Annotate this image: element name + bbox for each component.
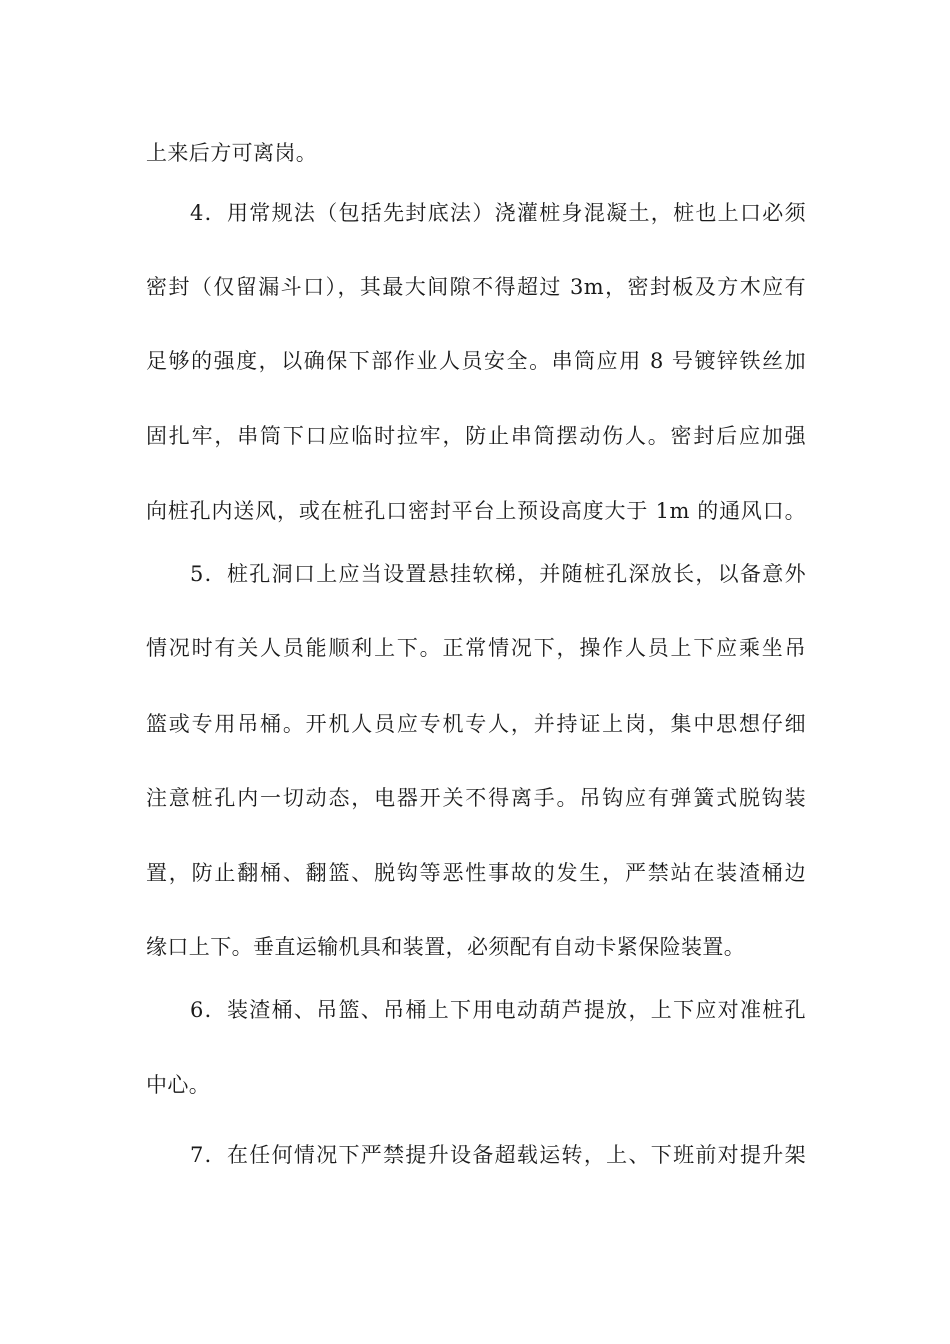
text-line-7: 5．桩孔洞口上应当设置悬挂软梯，并随桩孔深放长，以备意外 — [190, 562, 806, 586]
text-line-3: 密封（仅留漏斗口），其最大间隙不得超过 3m，密封板及方木应有 — [146, 275, 806, 299]
text-line-14: 中心。 — [146, 1073, 211, 1097]
text-line-13: 6．装渣桶、吊篮、吊桶上下用电动葫芦提放，上下应对准桩孔 — [190, 998, 806, 1022]
text-line-6: 向桩孔内送风，或在桩孔口密封平台上预设高度大于 1m 的通风口。 — [146, 499, 806, 523]
text-line-2: 4．用常规法（包括先封底法）浇灌桩身混凝土，桩也上口必须 — [190, 201, 806, 225]
text-line-8: 情况时有关人员能顺利上下。正常情况下，操作人员上下应乘坐吊 — [146, 636, 806, 660]
text-line-10: 注意桩孔内一切动态，电器开关不得离手。吊钩应有弹簧式脱钩装 — [146, 786, 806, 810]
text-line-12: 缘口上下。垂直运输机具和装置，必须配有自动卡紧保险装置。 — [146, 935, 746, 959]
text-line-9: 篮或专用吊桶。开机人员应专机专人，并持证上岗，集中思想仔细 — [146, 712, 806, 736]
text-line-5: 固扎牢，串筒下口应临时拉牢，防止串筒摆动伤人。密封后应加强 — [146, 424, 806, 448]
text-line-11: 置，防止翻桶、翻篮、脱钩等恶性事故的发生，严禁站在装渣桶边 — [146, 861, 806, 885]
text-line-1: 上来后方可离岗。 — [146, 141, 318, 165]
text-line-15: 7．在任何情况下严禁提升设备超载运转，上、下班前对提升架 — [190, 1143, 806, 1167]
text-line-4: 足够的强度，以确保下部作业人员安全。串筒应用 8 号镀锌铁丝加 — [146, 349, 806, 373]
